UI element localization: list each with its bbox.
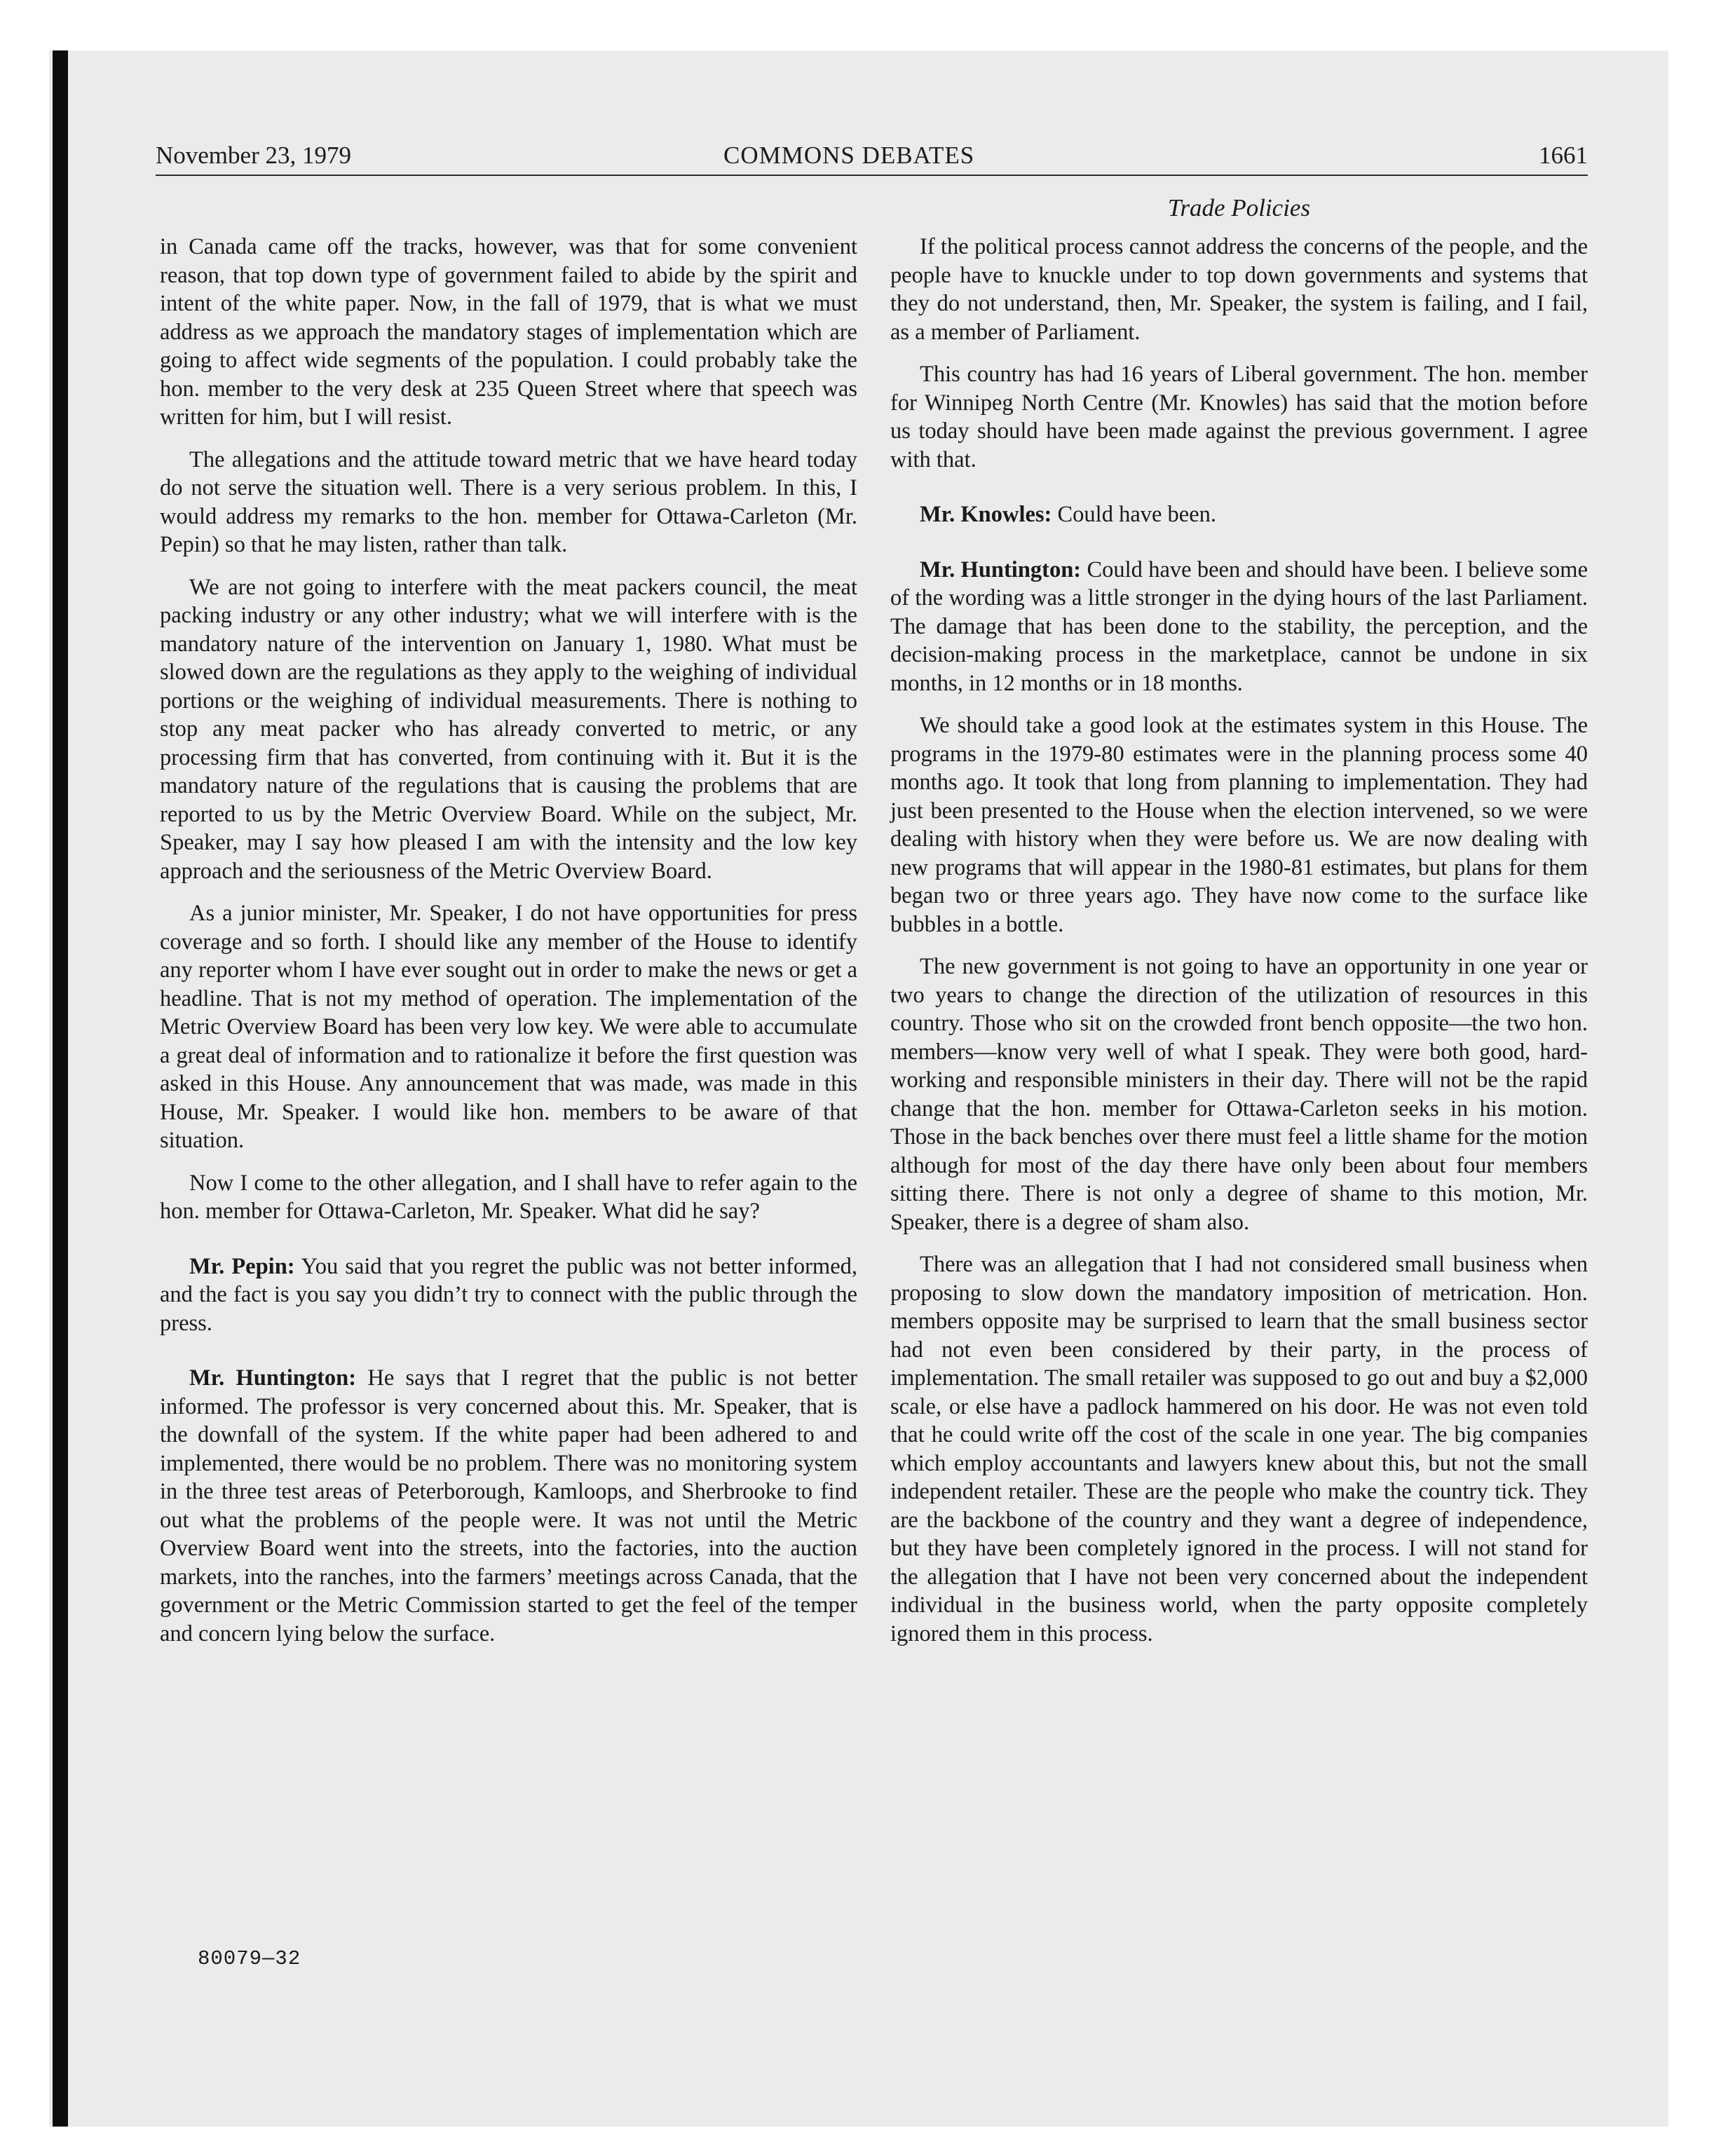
paragraph-text: Now I come to the other allegation, and I shall have to refer again to the hon. member for Ottawa-Carleton, Mr. Speaker. What did he say? (160, 1170, 857, 1224)
paragraph (890, 1250, 1588, 1648)
header-page-number: 1661 (1539, 142, 1588, 169)
speaker-name: Mr. Knowles: (920, 502, 1052, 527)
paragraph (160, 573, 857, 886)
paragraph (890, 953, 1588, 1236)
paragraph (160, 899, 857, 1155)
speaker-name: Mr. Huntington: (920, 557, 1082, 582)
paragraph-text: Could have been and should have been. I believe some of the wording was a little stronger in the dying hours of the last Parliament. The damage that has been done to the stability, the perception, and the decision-making process in the marketplace, cannot be undone in six months, in 12 months or in 18 months. (890, 557, 1588, 696)
paragraph (160, 446, 857, 559)
paragraph-text: You said that you regret the public was not better informed, and the fact is you say you didn’t try to connect with the public through the press. (160, 1253, 858, 1336)
speaker-name: Mr. Pepin: (189, 1253, 295, 1279)
header-rule (156, 175, 1588, 176)
paragraph-text: in Canada came off the tracks, however, was that for some convenient reason, that top down type of government failed to abide by the spirit and intent of the white paper. Now, in the fall of 1979, that is what we must address as we approach the mandatory stages of implementation which are going to affect wide segments of the population. I could probably take the hon. member to the very desk at 235 Queen Street where that speech was written for him, but I will resist. (160, 234, 857, 430)
paragraph-text: We are not going to interfere with the meat packers council, the meat packing industry or any other industry; what we will interfere with is the mandatory nature of the intervention on January 1, 1980. What must be slowed down are the regulations as they apply to the weighing of individual portions or the weighing of individual measurements. There is nothing to stop any meat packer who has already converted to metric, or any processing firm that has converted, from continuing with it. But it is the mandatory nature of the regulations that is causing the problems that are reported to us by the Metric Overview Board. While on the subject, Mr. Speaker, may I say how pleased I am with the intensity and the low key approach and the seriousness of the Metric Overview Board. (160, 574, 857, 884)
topic-heading: Trade Policies (1167, 194, 1311, 221)
speech-paragraph (890, 556, 1588, 698)
paragraph-text: There was an allegation that I had not considered small business when proposing to slow down the mandatory imposition of metrication. Hon. members opposite may be surprised to learn that the small business sector had not even been considered by their party, in the process of implementation. The small retailer was supposed to go out and buy a $2,000 scale, or else have a padlock hammered on his door. He was not even told that he could write off the cost of the scale in one year. The big companies which employ accountants and lawyers knew about this, but not the small independent retailer. These are the people who make the country tick. They are the backbone of the country and they want a degree of independence, but they have been completely ignored in the process. I will not stand for the allegation that I have not been very concerned about the independent individual in the business world, when the party opposite completely ignored them in this process. (890, 1252, 1588, 1646)
paragraph (160, 233, 857, 432)
paragraph (890, 711, 1588, 939)
speech-paragraph (890, 500, 1588, 529)
footer-code: 80079—32 (198, 1947, 301, 1970)
paragraph-text: Could have been. (1057, 502, 1217, 527)
paragraph-text: The new government is not going to have an opportunity in one year or two years to change the direction of the utilization of resources in this country. Those who sit on the crowded front bench opposite—the two hon. members—know very well of what I speak. They were both good, hard-working and responsible ministers in their day. There will not be the rapid change that the hon. member for Ottawa-Carleton seeks in his motion. Those in the back benches over there must feel a little shame for the motion although for most of the day there have only been about four members sitting there. There is not only a degree of shame to this motion, Mr. Speaker, there is a degree of sham also. (890, 954, 1588, 1235)
paragraph-text: We should take a good look at the estimates system in this House. The programs in the 1979-80 estimates were in the planning process some 40 months ago. It took that long from planning to implementation. They had just been presented to the House when the election intervened, so we were dealing with history when they were before us. We are now dealing with new programs that will appear in the 1980-81 estimates, but plans for them began two or three years ago. They have now come to the surface like bubbles in a bottle. (890, 713, 1588, 937)
paragraph (890, 360, 1588, 474)
binding-edge (53, 50, 68, 2127)
speaker-name: Mr. Huntington: (189, 1365, 357, 1391)
speech-paragraph (160, 1364, 857, 1648)
paragraph-text: He says that I regret that the public is not better informed. The professor is very concerned about this. Mr. Speaker, that is the downfall of the system. If the white paper had been adhered to and implemented, there would be no problem. There was no monitoring system in the three test areas of Peterborough, Kamloops, and Sherbrooke to find out what the problems of the people were. It was not until the Metric Overview Board went into the streets, into the factories, into the auction markets, into the ranches, into the farmers’ meetings across Canada, that the government or the Metric Commission started to get the feel of the temper and concern lying below the surface. (160, 1365, 857, 1646)
speech-paragraph (160, 1253, 857, 1338)
paragraph (890, 233, 1588, 346)
paragraph-text: The allegations and the attitude toward metric that we have heard today do not serve the situation well. There is a very serious problem. In this, I would address my remarks to the hon. member for Ottawa-Carleton (Mr. Pepin) so that he may listen, rather than talk. (160, 446, 857, 557)
paragraph (160, 1169, 857, 1226)
paragraph-text: As a junior minister, Mr. Speaker, I do not have opportunities for press coverage and so forth. I should like any member of the House to identify any reporter whom I have ever sought out in order to make the news or get a headline. That is not my method of operation. The implementation of the Metric Overview Board has been very low key. We were able to accumulate a great deal of information and to rationalize it before the first question was asked in this House. Any announcement that was made, was made in this House, Mr. Speaker. I would like hon. members to be aware of that situation. (160, 901, 857, 1153)
paragraph-text: This country has had 16 years of Liberal government. The hon. member for Winnipeg North Centre (Mr. Knowles) has said that the motion before us today should have been made against the previous government. I agree with that. (890, 362, 1588, 472)
paragraph-text: If the political process cannot address the concerns of the people, and the people have to knuckle under to top down governments and systems that they do not understand, then, Mr. Speaker, the system is failing, and I fail, as a member of Parliament. (890, 234, 1588, 345)
header-date: November 23, 1979 (156, 142, 351, 169)
header-title: COMMONS DEBATES (723, 142, 975, 169)
left-column (160, 233, 857, 1662)
right-column (890, 233, 1588, 1662)
